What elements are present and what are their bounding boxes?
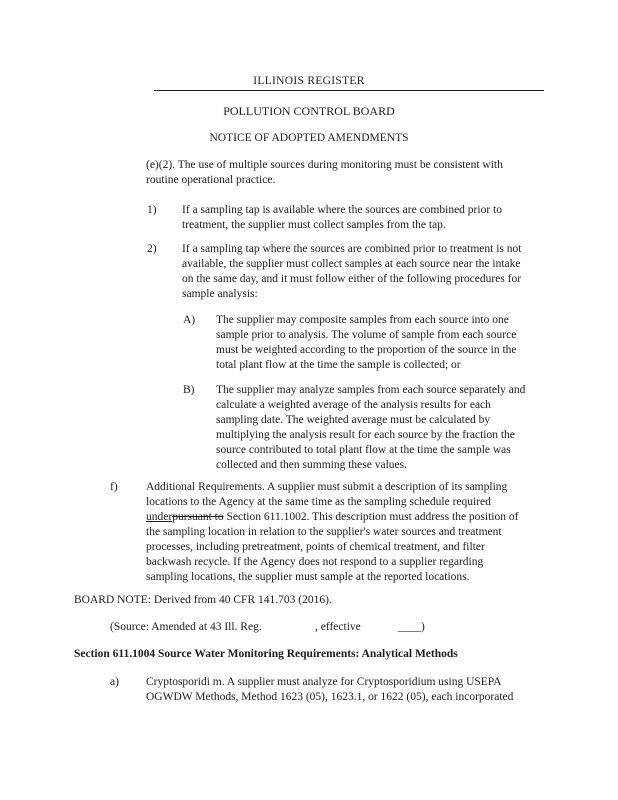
section-f-line xyxy=(146,510,556,525)
item-label: 2) xyxy=(147,243,157,255)
section-f-line: locations to the Agency at the same time as the sampling schedule required xyxy=(146,496,491,508)
section-heading: Section 611.1004 Source Water Monitoring Requirements: Analytical Methods xyxy=(74,648,458,660)
section-f-line: Additional Requirements. A supplier must submit a description of its sampling xyxy=(146,481,508,493)
subitem-b-text xyxy=(216,383,556,473)
source-prefix: (Source: Amended at 43 Ill. Reg. xyxy=(110,621,262,633)
item-label: 1) xyxy=(147,204,157,216)
intro-line: (e)(2). The use of multiple sources during monitoring must be consistent with xyxy=(146,159,503,171)
deleted-text: pursuant to xyxy=(172,511,224,523)
item-line: If a sampling tap where the sources are combined prior to treatment is not xyxy=(182,243,522,255)
source-blank: ____) xyxy=(398,621,425,633)
section-a-line: Cryptosporidi m. A supplier must analyze for Cryptosporidium using USEPA xyxy=(146,676,502,688)
subitem-line: sampling date. The weighted average must be calculated by xyxy=(216,414,491,426)
item-line: sample analysis: xyxy=(182,288,258,300)
subitem-line: collected and then summing these values. xyxy=(216,459,407,471)
subitem-line: multiplying the analysis result for each source by the fraction the xyxy=(216,429,515,441)
subitem-label: A) xyxy=(183,314,196,326)
subitem-line: sample prior to analysis. The volume of sample from each source xyxy=(216,329,517,341)
intro-line: routine operational practice. xyxy=(146,174,276,186)
section-f-line-rest: Section 611.1002. This description must address the position of xyxy=(223,511,519,523)
item-1-text xyxy=(182,203,552,233)
subitem-label: B) xyxy=(183,384,195,396)
section-f-label: f) xyxy=(110,481,118,493)
item-line: treatment, the supplier must collect samples from the tap. xyxy=(182,219,446,231)
board-title: POLLUTION CONTROL BOARD xyxy=(223,104,395,118)
notice-title: NOTICE OF ADOPTED AMENDMENTS xyxy=(209,132,409,144)
subitem-line: total plant flow at the time the sample is collected; or xyxy=(216,359,461,371)
subitem-line: The supplier may composite samples from each source into one xyxy=(216,314,509,326)
register-title: ILLINOIS REGISTER xyxy=(253,75,365,87)
section-f-line: processes, including pretreatment, points of chemical treatment, and filter xyxy=(146,541,485,553)
item-line: If a sampling tap is available where the sources are combined prior to xyxy=(182,204,502,216)
section-f-text xyxy=(146,480,556,585)
item-line: available, the supplier must collect samples at each source near the intake xyxy=(182,258,521,270)
section-f-line: backwash recycle. If the Agency does not respond to a supplier regarding xyxy=(146,556,484,568)
subitem-line: The supplier may analyze samples from each source separately and xyxy=(216,384,526,396)
intro-paragraph xyxy=(146,158,546,188)
section-a-text xyxy=(146,675,556,705)
item-line: on the same day, and it must follow either of the following procedures for xyxy=(182,273,522,285)
subitem-line: must be weighted according to the proportion of the source in the xyxy=(216,344,517,356)
subitem-a-text xyxy=(216,313,556,373)
section-a-label: a) xyxy=(110,676,119,688)
board-note: BOARD NOTE: Derived from 40 CFR 141.703 (2016). xyxy=(74,594,332,606)
subitem-line: calculate a weighted average of the analysis results for each xyxy=(216,399,491,411)
section-a-line: OGWDW Methods, Method 1623 (05), 1623.1, or 1622 (05), each incorporated xyxy=(146,691,514,703)
header-rule xyxy=(154,90,544,91)
subitem-line: source contributed to total plant flow at the time the sample was xyxy=(216,444,511,456)
section-f-line: the sampling location in relation to the supplier's water sources and treatment xyxy=(146,526,502,538)
section-f-line: sampling locations, the supplier must sample at the reported locations. xyxy=(146,571,470,583)
item-2-text xyxy=(182,242,552,302)
inserted-text: under xyxy=(146,511,173,523)
source-effective: , effective xyxy=(315,621,361,633)
